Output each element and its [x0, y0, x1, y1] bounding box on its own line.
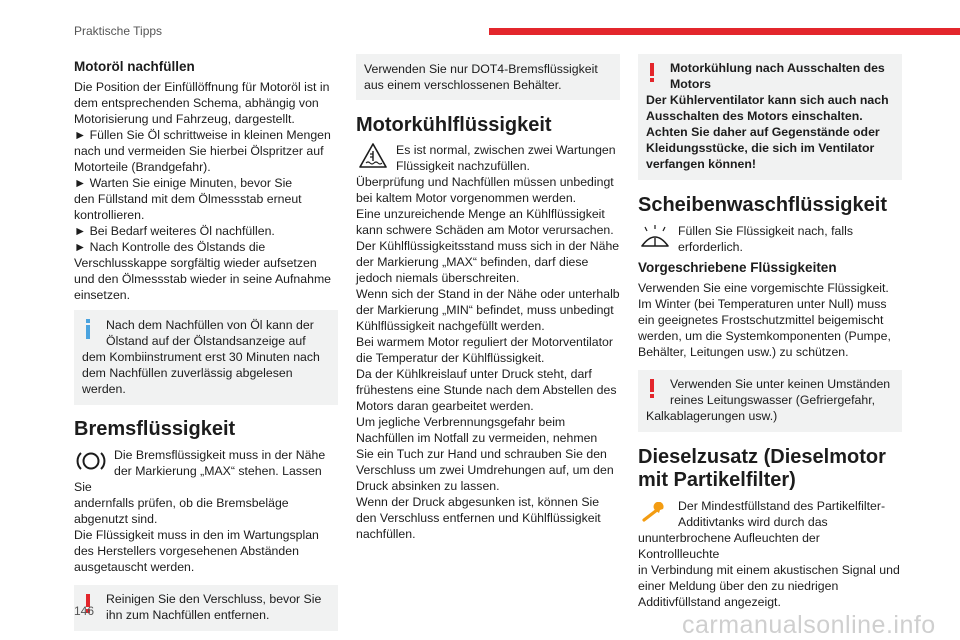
brake-warning-icon [74, 447, 114, 479]
dot4-note-box: Verwenden Sie nur DOT4-Bremsflüssigkeit aus einem verschlossenen Behälter. [356, 54, 620, 100]
prescribed-fluids-heading: Vorgeschriebene Flüssigkeiten [638, 260, 837, 275]
brake-warning-box: Reinigen Sie den Verschluss, bevor Sie ihn zum Nachfüllen entfernen. [74, 585, 338, 631]
wrench-service-icon [638, 498, 678, 530]
column-1 [74, 54, 338, 631]
coolant-heading: Motorkühlflüssigkeit [356, 114, 552, 136]
oil-info-box: Nach dem Nachfüllen von Öl kann der Ölstand auf der Ölstandsanzeige auf dem Kombiinstrument erst 30 Minuten nach dem Nachfüllen zuverlässig abgelesen werden. [74, 310, 338, 405]
washer-fluid-text: Füllen Sie Flüssigkeit nach, falls erforderlich. [638, 223, 902, 255]
exclamation-icon [646, 376, 670, 402]
coolant-text: Es ist normal, zwischen zwei Wartungen Flüssigkeit nachzufüllen. Überprüfung und Nachfüllen müssen unbedingt bei kaltem Motor vorgenommen werden. Eine unzureichende Menge an Kühlflüssigkeit kann schwere Schäden am Motor verursachen. Der Kühlflüssigkeitsstand muss sich in der Nähe der Markierung „MAX“ befinden, darf diese jedoch niemals überschreiten. Wenn sich der Stand in der Nähe oder unterhalb der Markierung „MIN“ befindet, muss unbedingt Kühlflüssigkeit nachgefüllt werden. Bei warmem Motor reguliert der Motorventilator die Temperatur der Kühlflüssigkeit. Da der Kühlkreislauf unter Druck steht, darf frühestens eine Stunde nach dem Abstellen des Motors daran gearbeitet werden. Um jegliche Verbrennungsgefahr beim Nachfüllen im Notfall zu vermeiden, nehmen Sie ein Tuch zur Hand und schrauben Sie den Verschluss um zwei Umdrehungen auf, um den Druck absinken zu lassen. Wenn der Druck abgesunken ist, können Sie den Verschluss entfernen und Kühlflüssigkeit nachfüllen. [356, 143, 620, 541]
header-section-label: Praktische Tipps [74, 24, 163, 38]
cooling-warning-box: Motorkühlung nach Ausschalten des Motors Der Kühlerventilator kann sich auch nach Ausschalten des Motors einschalten. Achten Sie daher auf Gegenstände oder Kleidungsstücke, die sich im Ventilator verfangen können! [638, 54, 902, 180]
page-number: 146 [74, 604, 95, 618]
diesel-additive-heading: Dieselzusatz (Dieselmotor mit Partikelfilter) [638, 446, 886, 491]
exclamation-icon [646, 60, 670, 86]
oil-refill-text: Die Position der Einfüllöffnung für Motoröl ist in dem entsprechenden Schema, abhängig von Motorisierung und Fahrzeug, dargestellt. ► Füllen Sie Öl schrittweise in kleinen Mengen nach und vermeiden Sie hierbei Ölspritzer auf Motorteile (Brandgefahr). ► Warten Sie einige Minuten, bevor Sie den Füllstand mit dem Ölmessstab erneut kontrollieren. ► Bei Bedarf weiteres Öl nachfüllen. ► Nach Kontrolle des Ölstands die Verschlusskappe sorgfältig wieder aufsetzen und den Ölmessstab wieder in seine Aufnahme einsetzen. [74, 80, 332, 302]
diesel-additive-text: Der Mindestfüllstand des Partikelfilter- Additivtanks wird durch das ununterbrochene Aufleuchten der Kontrollleuchte in Verbindung mit einem akustischen Signal und einer Meldung über den zu niedrigen Additivfüllstand angezeigt. [638, 499, 900, 609]
info-icon [82, 317, 106, 343]
coolant-warning-icon [356, 142, 396, 174]
tap-water-warning-box: Verwenden Sie unter keinen Umständen reines Leitungswasser (Gefriergefahr, Kalkablagerungen usw.) [638, 370, 902, 432]
washer-fluid-icon [638, 223, 678, 253]
oil-refill-heading: Motoröl nachfüllen [74, 59, 195, 74]
prescribed-fluids-text: Verwenden Sie eine vorgemischte Flüssigkeit. Im Winter (bei Temperaturen unter Null) muss ein geeignetes Frostschutzmittel beigemischt werden, um die Systemkomponenten (Pumpe, Behälter, Leitungen usw.) zu schützen. [638, 281, 891, 359]
washer-fluid-heading: Scheibenwaschflüssigkeit [638, 194, 887, 216]
header-accent-bar [489, 28, 960, 35]
column-3 [638, 54, 902, 610]
column-2 [356, 54, 620, 542]
brake-fluid-heading: Bremsflüssigkeit [74, 418, 236, 440]
watermark: carmanualsonline.info [682, 611, 936, 639]
brake-fluid-text: Die Bremsflüssigkeit muss in der Nähe der Markierung „MAX“ stehen. Lassen Sie andernfalls prüfen, ob die Bremsbeläge abgenutzt sind. Die Flüssigkeit muss in den im Wartungsplan des Herstellers vorgesehenen Abständen ausgetauscht werden. [74, 448, 326, 574]
